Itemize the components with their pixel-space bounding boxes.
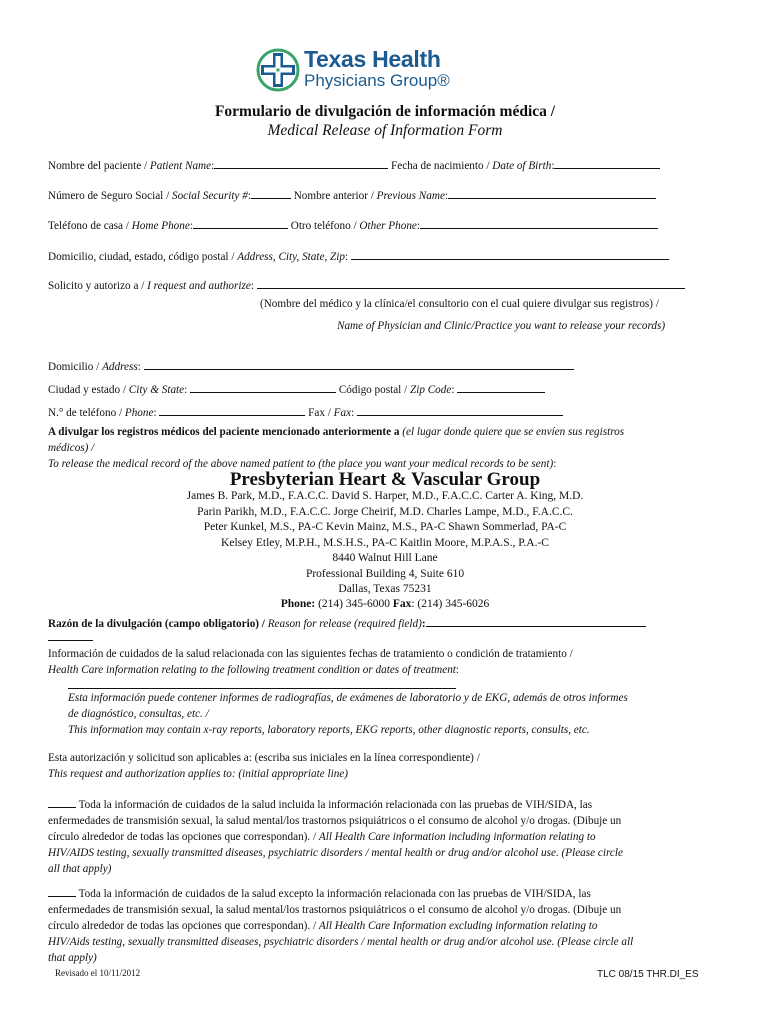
home-phone-colon: : — [189, 220, 193, 232]
authorize-row — [48, 276, 685, 292]
ssn-row — [48, 186, 656, 202]
phone-label-en: Phone — [124, 407, 154, 419]
city-zip-row — [48, 380, 545, 396]
applies-en: This request and authorization applies to: (initial appropriate line) — [48, 768, 348, 780]
applies-paragraph — [48, 750, 708, 782]
previous-name-label-es: Nombre anterior / — [293, 190, 377, 202]
fax-label-en: Fax — [333, 407, 352, 419]
authorize-label-es: Solicito y autorizo a / — [48, 280, 148, 292]
release-to-it2: médicos) / — [48, 442, 95, 454]
previous-name-label-en: Previous Name — [376, 190, 445, 202]
dob-label-es: Fecha de nacimiento / — [391, 160, 493, 172]
ssn-label-es: Número de Seguro Social / — [48, 190, 172, 202]
home-phone-label-es: Teléfono de casa / — [48, 220, 132, 232]
patient-name-row — [48, 156, 660, 172]
health-info-paragraph — [48, 646, 708, 678]
patient-name-label-es: Nombre del paciente / — [48, 160, 150, 172]
cross-emblem-icon — [256, 48, 300, 92]
logo-line1: Texas Health — [304, 46, 441, 72]
form-title-es: Formulario de divulgación de información médica / — [214, 103, 556, 120]
option2-l3b: All Health Care Information excluding information relating to — [318, 920, 598, 932]
authorize-field[interactable] — [257, 276, 685, 289]
option-all-info — [48, 795, 728, 877]
may-contain-l2: de diagnóstico, consultas, etc. / — [68, 708, 209, 720]
phone-label-es: N.° de teléfono / — [48, 407, 125, 419]
logo-line2: Physicians Group® — [304, 71, 450, 90]
address-row — [48, 247, 669, 263]
group-address-1: 8440 Walnut Hill Lane — [332, 552, 438, 564]
option-excluding-info — [48, 884, 728, 966]
domicilio-label-es: Domicilio / — [48, 361, 103, 373]
release-to-colon: : — [553, 458, 557, 470]
domicilio-row — [48, 357, 574, 373]
group-line-4: Kelsey Etley, M.P.H., M.S.H.S., PA-C Kaitlin Moore, M.P.A.S., P.A.-C — [221, 537, 549, 549]
option1-l1: Toda la información de cuidados de la salud incluida la información relacionada con las pruebas de VIH/SIDA, las — [76, 799, 593, 811]
physician-note-en: Name of Physician and Clinic/Practice you want to release your records) — [337, 320, 666, 332]
option1-l5: all that apply) — [48, 863, 112, 875]
may-contain-l3: This information may contain x-ray reports, laboratory reports, EKG reports, other diagnostic reports, consults, etc. — [68, 724, 590, 736]
ssn-label-en: Social Security # — [171, 190, 248, 202]
group-line-3: Peter Kunkel, M.S., PA-C Kevin Mainz, M.S., PA-C Shawn Sommerlad, PA-C — [203, 521, 567, 533]
reason-field-continued[interactable] — [48, 640, 93, 641]
zip-colon: : — [451, 384, 455, 396]
option2-l3a: círculo alrededor de todas las opciones que correspondan). / — [48, 920, 319, 932]
zip-field[interactable] — [457, 380, 545, 393]
address-field[interactable] — [351, 247, 669, 260]
option2-l4: HIV/Aids testing, sexually transmitted diseases, psychiatric disorders / mental health or drug and/or alcohol use. (Please circle all — [48, 936, 634, 948]
group-address-2: Professional Building 4, Suite 610 — [305, 568, 465, 580]
authorize-label-en: I request and authorize — [147, 280, 251, 292]
group-address-3: Dallas, Texas 75231 — [338, 583, 432, 595]
option-all-initial-field[interactable] — [48, 795, 76, 808]
may-contain-l1: Esta información puede contener informes de radiografías, de exámenes de laboratorio y de EKG, además de otros informes — [68, 692, 628, 704]
dob-field[interactable] — [554, 156, 660, 169]
other-phone-colon: : — [416, 220, 420, 232]
reason-field[interactable] — [426, 614, 646, 627]
other-phone-label-es: Otro teléfono / — [290, 220, 360, 232]
form-code: TLC 08/15 THR.DI_ES — [597, 969, 699, 980]
address-colon: : — [344, 251, 349, 263]
group-phone-label: Phone: — [280, 598, 316, 610]
texas-health-logo — [256, 48, 466, 94]
option2-l2: enfermedades de transmisión sexual, la salud mental/los trastornos psiquiátricos o el consumo de alcohol y/o drogas. (Dibuje un — [48, 904, 622, 916]
treatment-field[interactable] — [68, 688, 456, 689]
reason-label-es: Razón de la divulgación (campo obligatorio) / — [48, 618, 268, 630]
may-contain-paragraph — [68, 690, 708, 738]
ssn-field[interactable] — [251, 186, 291, 199]
address-label-en: Address, City, State, Zip — [237, 251, 345, 263]
phone-colon: : — [153, 407, 157, 419]
option2-l1: Toda la información de cuidados de la salud excepto la información relacionada con las pruebas de VIH/SIDA, las — [76, 888, 591, 900]
city-state-label-es: Ciudad y estado / — [48, 384, 129, 396]
fax-label-es: Fax / — [308, 407, 334, 419]
group-phone: (214) 345-6000 — [315, 598, 393, 610]
group-fax: : (214) 345-6026 — [411, 598, 490, 610]
fax-field[interactable] — [357, 403, 563, 416]
group-contact — [0, 598, 770, 610]
option1-l4: HIV/AIDS testing, sexually transmitted diseases, psychiatric disorders / mental health or drug and/or alcohol use. (Please circle — [48, 847, 623, 859]
home-phone-label-en: Home Phone — [131, 220, 190, 232]
domicilio-field[interactable] — [144, 357, 574, 370]
group-fax-label: Fax — [392, 598, 412, 610]
fax-colon: : — [351, 407, 355, 419]
patient-name-colon: : — [211, 160, 215, 172]
physician-note-es: (Nombre del médico y la clínica/el consultorio con el cual quiere divulgar sus registros) / — [260, 298, 659, 310]
city-state-field[interactable] — [190, 380, 336, 393]
option1-l3a: círculo alrededor de todas las opciones que correspondan). / — [48, 831, 319, 843]
phone-row — [48, 216, 658, 232]
dob-label-en: Date of Birth — [492, 160, 552, 172]
option2-l5: that apply) — [48, 952, 97, 964]
previous-name-colon: : — [444, 190, 449, 202]
option1-l2: enfermedades de transmisión sexual, la salud mental/los trastornos psiquiátricos o el consumo de alcohol y/o drogas. (Dibuje un — [48, 815, 622, 827]
group-name: Presbyterian Heart & Vascular Group — [229, 469, 541, 490]
release-to-it1: (el lugar donde quiere que se envíen sus registros — [402, 426, 625, 438]
phone-fax-row — [48, 403, 563, 419]
dob-colon: : — [551, 160, 555, 172]
option-excluding-initial-field[interactable] — [48, 884, 76, 897]
reason-row — [48, 614, 646, 630]
phone-field[interactable] — [159, 403, 305, 416]
authorize-colon: : — [250, 280, 254, 292]
option1-l3b: All Health Care information including information relating to — [318, 831, 596, 843]
health-info-en: Health Care information relating to the following treatment condition or dates of treatment — [48, 664, 456, 676]
zip-label-en: Zip Code — [409, 384, 452, 396]
city-state-label-en: City & State — [128, 384, 185, 396]
other-phone-label-en: Other Phone — [359, 220, 417, 232]
release-to-en: To release the medical record of the above named patient to (the place you want your medical records to be sent) — [48, 458, 554, 470]
domicilio-label-en: Address — [102, 361, 138, 373]
home-phone-field[interactable] — [193, 216, 288, 229]
previous-name-field[interactable] — [448, 186, 656, 199]
group-line-1: James B. Park, M.D., F.A.C.C. David S. Harper, M.D., F.A.C.C. Carter A. King, M.D. — [186, 490, 584, 502]
release-to-paragraph — [48, 424, 708, 472]
form-title-en: Medical Release of Information Form — [267, 122, 503, 139]
address-label-es: Domicilio, ciudad, estado, código postal / — [48, 251, 238, 263]
health-info-es: Información de cuidados de la salud relacionada con las siguientes fechas de tratamiento o condición de tratamiento / — [48, 648, 573, 660]
health-info-colon: : — [455, 664, 460, 676]
patient-name-label-en: Patient Name — [149, 160, 212, 172]
zip-label-es: Código postal / — [338, 384, 410, 396]
applies-es: Esta autorización y solicitud son aplicables a: (escriba sus iniciales en la línea correspondiente) / — [48, 752, 480, 764]
patient-name-field[interactable] — [214, 156, 388, 169]
other-phone-field[interactable] — [420, 216, 658, 229]
domicilio-colon: : — [137, 361, 141, 373]
city-state-colon: : — [184, 384, 188, 396]
release-to-bold: A divulgar los registros médicos del paciente mencionado anteriormente a — [48, 426, 403, 438]
group-line-2: Parin Parikh, M.D., F.A.C.C. Jorge Cheirif, M.D. Charles Lampe, M.D., F.A.C.C. — [197, 506, 573, 518]
reason-label-en: Reason for release (required field) — [267, 618, 422, 630]
ssn-colon: : — [247, 190, 251, 202]
revised-date: Revisado el 10/11/2012 — [55, 968, 141, 978]
reason-colon: : — [421, 618, 426, 630]
